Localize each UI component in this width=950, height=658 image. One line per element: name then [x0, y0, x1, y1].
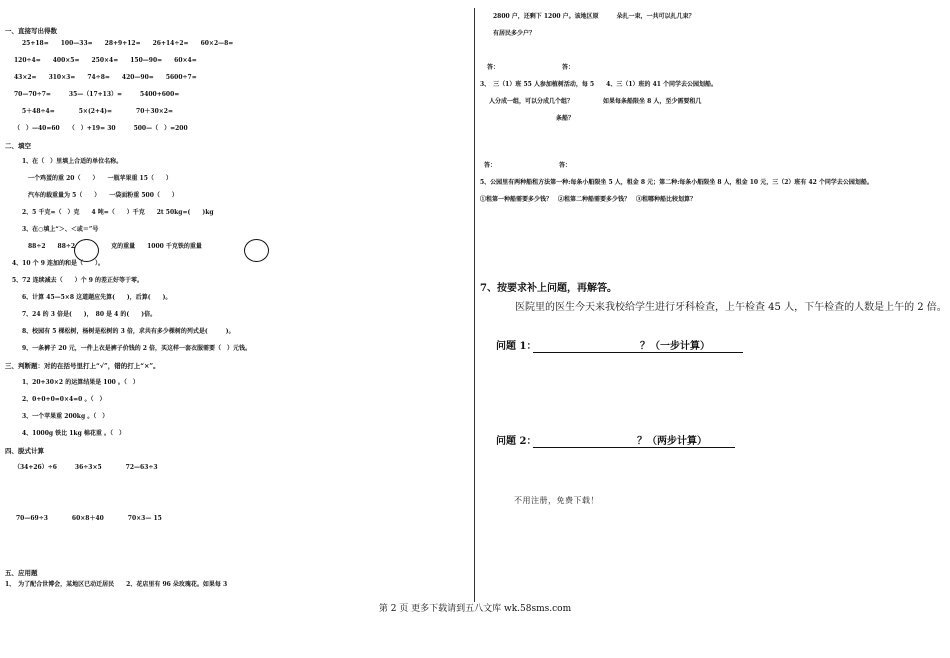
question-1-suffix: ？（一步计算）	[640, 341, 710, 352]
stepcalc-row-2: 70—69÷3 60×8＋40 70×3— 15	[16, 515, 162, 522]
column-divider	[474, 8, 475, 602]
judge-item-3: 3、一个苹果重 200kg 。（ ）	[22, 413, 109, 420]
fill-item-1: 1、在（ ）里填上合适的单位名称。	[22, 158, 123, 165]
free-download-note: 不用注册，免费下载！	[514, 496, 599, 505]
fill-item-3: 3、在○填上“＞、＜或＝”号	[22, 226, 99, 233]
calc-row-5: 5＋48÷4= 5×(2+4)= 70＋30×2=	[22, 108, 173, 115]
problem-line-6: 5、公园里有两种船租方法第一种:每条小船限坐 5 人，租金 8 元；第二种:每条小船限坐 8 人，租金 10 元，三（2）班有 42 个同学去公园划船。	[480, 179, 873, 186]
section-3-title: 三、判断题：对的在括号里打上“√”，错的打上“×”。	[5, 362, 160, 370]
section-2-title: 二、填空	[5, 142, 31, 150]
calc-row-1: 25+18= 100—33= 28+9+12= 26+14÷2= 60×2—8=	[22, 40, 234, 47]
page-footer: 第 2 页 更多下载请到五八文库 wk.58sms.com	[378, 604, 572, 614]
question-1-label: 问题 1：	[496, 341, 537, 352]
problem-line-5: 条船？	[556, 115, 575, 122]
problem-line-7: ①租第一种船需要多少钱？ ②租第二种船需要多少钱？ ③租哪种船比较划算？	[480, 196, 697, 203]
compare-circle-2	[244, 239, 269, 262]
section-1-title: 一、直接写出得数	[5, 27, 57, 35]
fill-item-2: 2、5 千克=（ ）克 4 吨=（ ）千克 2t 50kg=( )kg	[22, 209, 214, 216]
stepcalc-row-1: （34+26）÷6 36÷3×5 72—63÷3	[14, 464, 158, 471]
fill-item-6: 6、计算 45—5×8 这道题应先算( )，后算( )。	[22, 294, 172, 301]
question-2-answer-line[interactable]	[533, 447, 735, 448]
fill-item-5: 5、72 连续减去（ ）个 9 的差正好等于零。	[12, 277, 143, 284]
answer-line-2: 答： 答：	[484, 162, 572, 169]
section-4-title: 四、脱式计算	[5, 447, 44, 455]
question-2-suffix: ？（两步计算）	[637, 436, 707, 447]
fill-item-3a: 88÷2 88÷2 克的重量 1000 千克铁的重量	[28, 243, 202, 250]
calc-row-3: 43×2= 310×3= 74÷8= 420—90= 5600÷7=	[14, 74, 197, 81]
problem-line-3: 3、 三（1）班 55 人参加植树活动，每 5 4、三（1）班的 41 个同学去公园划船。	[480, 81, 718, 88]
section-5-title: 五、应用题	[5, 569, 38, 577]
fill-item-8: 8、校园有 5 棵松树，杨树是松树的 3 倍，求共有多少棵树的列式是( )。	[22, 328, 235, 335]
compare-circle-1	[74, 239, 99, 262]
question-1-answer-line[interactable]	[533, 352, 743, 353]
problem-line-2: 有居民多少户？	[493, 30, 536, 37]
calc-row-2: 120÷4= 400×5= 250×4= 150—90= 60×4=	[14, 57, 197, 64]
fill-item-4: 4、10 个 9 连加的和是（ ）。	[12, 260, 104, 267]
problem-line-4: 人分成一组，可以分成几个组？ 如果每条船限坐 8 人，至少需要租几	[489, 98, 702, 105]
judge-item-4: 4、1000g 铁比 1kg 棉花重 。（ ）	[22, 430, 125, 437]
fill-item-1b: 汽车的载重量为 5（ ） 一袋面粉重 500（ ）	[28, 192, 178, 199]
fill-item-9: 9、一条裤子 20 元，一件上衣是裤子价钱的 2 倍，买这样一套衣服需要（ ）元钱。	[22, 345, 252, 352]
q7-title: 7、按要求补上问题，再解答。	[480, 283, 617, 294]
answer-line-1: 答： 答：	[487, 64, 575, 71]
calc-row-4: 70—70÷7= 35—（17+13）= 5400+600=	[14, 91, 180, 98]
problem-line-1: 2800 户，还剩下 1200 户。该地区原 朵扎一束，一共可以扎几束？	[493, 13, 695, 20]
question-2-label: 问题 2：	[496, 436, 537, 447]
judge-item-1: 1、20+30×2 的运算结果是 100 。（ ）	[22, 379, 139, 386]
calc-row-6: （ ）—40=60 （ ）+19= 30 500—（ ）=200	[14, 125, 188, 132]
judge-item-2: 2、0+0+0=0×4=0 。（ ）	[22, 396, 106, 403]
q7-description: 医院里的医生今天来我校给学生进行牙科检查，上午检查 45 人，下午检查的人数是上午的 2 倍。	[515, 302, 947, 313]
fill-item-7: 7、24 的 3 倍是( )， 80 是 4 的( )倍。	[22, 311, 157, 318]
word-problem-1-2: 1、 为了配合世博会，某地区已动迁居民 2、花店里有 96 朵玫瑰花。如果每 3	[5, 581, 228, 588]
fill-item-1a: 一个鸡蛋的重 20（ ） 一瓶苹果重 15（ ）	[28, 175, 172, 182]
